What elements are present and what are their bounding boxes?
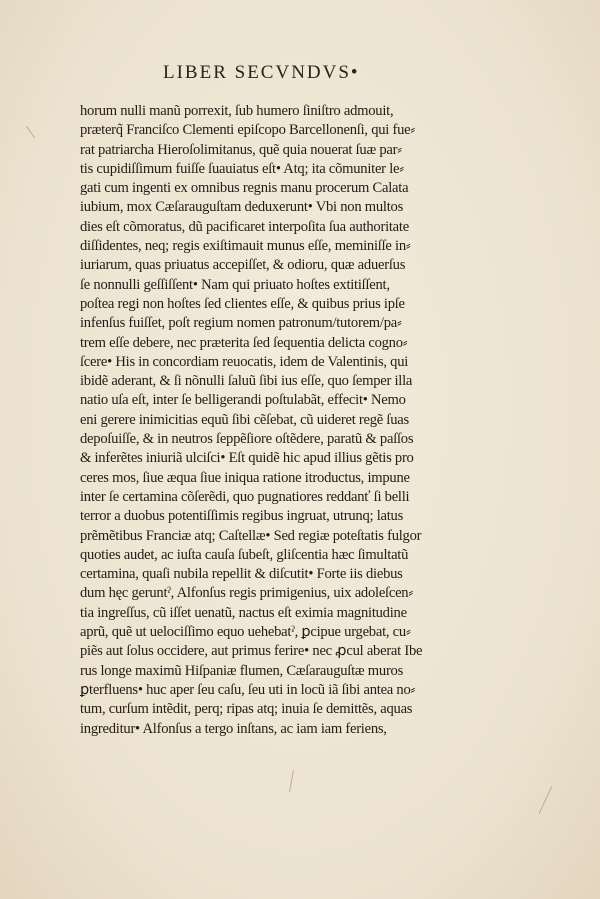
text-line: ingreditur• Alfonſus a tergo inſtans, ac iam iam feriens,	[80, 720, 387, 737]
text-line: certamina, quaſi nubila repellit & diſcutit• Forte iis diebus	[80, 566, 403, 583]
text-line: iubium, mox Cæſarauguſtam deduxerunt• Vbi non multos	[80, 199, 404, 216]
text-line: aprũ, quẽ ut uelociſſimo equo uehebatˀ, ꝑcipue urgebat, cu⸗	[80, 624, 411, 641]
text-line: tis cupidiſſimum fuiſſe ſuauiatus eſt• Atq; ita cõmuniter le⸗	[80, 160, 404, 177]
text-line: iuriarum, quas priuatus accepiſſet, & odioru, quæ aduerſus	[80, 257, 406, 274]
paper-mark	[26, 126, 35, 138]
running-head: LIBER SECVNDVS•	[163, 62, 360, 83]
text-line: ibidẽ aderant, & ſi nõnulli ſaluũ ſibi ius eſſe, quo ſemper illa	[80, 373, 413, 390]
paper-mark	[539, 786, 553, 814]
text-line: diſſidentes, neq; regis exiſtimauit munus eſſe, meminiſſe in⸗	[80, 238, 411, 255]
text-line: ſe nonnulli geſſiſſent• Nam qui priuato hoſtes extitiſſent,	[80, 276, 390, 293]
text-block	[80, 102, 482, 739]
text-line: ꝑterfluens• huc aper ſeu caſu, ſeu uti in locũ iã ſibi antea no⸗	[80, 681, 416, 698]
text-line: eni gerere inimicitias equũ ſibi cẽſebat, cũ uideret regẽ ſuas	[80, 411, 409, 428]
text-line: tia ingreſſus, cũ iſſet uenatũ, nactus eſt eximia magnitudine	[80, 604, 407, 621]
text-line: natio uſa eſt, inter ſe belligerandi poſtulabãt, effecit• Nemo	[80, 392, 406, 409]
text-line: depoſuiſſe, & in neutros ſeppẽſiore oſtẽdere, paratũ & paſſos	[80, 431, 414, 448]
text-line: ceres mos, ſiue æqua ſiue iniqua ratione itroductus, impune	[80, 469, 410, 486]
text-line: infenſus fuiſſet, poſt regium nomen patronum/tutorem/pa⸗	[80, 315, 402, 332]
text-line: dum hęc geruntˀ, Alfonſus regis primigenius, uix adoleſcen⸗	[80, 585, 413, 602]
text-line: terror a duobus potentiſſimis regibus ingruat, utrunq; latus	[80, 508, 404, 525]
text-line: præterq̃ Franciſco Clementi epiſcopo Barcellonenſi, qui fue⸗	[80, 122, 415, 139]
text-line: poſtea regi non hoſtes ſed clientes eſſe, & quibus prius ipſe	[80, 295, 405, 312]
text-line: trem eſſe debere, nec præterita ſed ſequentia delicta cogno⸗	[80, 334, 408, 351]
text-line: & inferẽtes iniuriã ulciſci• Eſt quidẽ hic apud illius gẽtis pro	[80, 450, 414, 467]
text-line: rus longe maximũ Hiſpaniæ flumen, Cæſarauguſtæ muros	[80, 662, 404, 679]
text-line: piẽs aut ſolus occidere, aut primus ferire• nec ꝓcul aberat Ibe	[80, 643, 423, 660]
text-line: horum nulli manũ porrexit, ſub humero ſiniſtro admouit,	[80, 103, 394, 119]
text-line: prẽmẽtibus Franciæ atq; Caſtellæ• Sed regiæ poteſtatis fulgor	[80, 527, 422, 544]
text-line: inter ſe certamina cõſerẽdi, quo pugnatiores reddanť ſi belli	[80, 488, 410, 505]
text-line: tum, curſum intẽdit, perq; ripas atq; inuia ſe demittẽs, aquas	[80, 701, 413, 718]
text-line: gati cum ingenti ex omnibus regnis manu procerum Calata	[80, 180, 409, 197]
text-line: quoties audet, ac iuſta cauſa ſubeſt, gliſcentia hæc ſimultatũ	[80, 546, 409, 563]
text-line: rat patriarcha Hieroſolimitanus, quẽ quia nouerat ſuæ par⸗	[80, 141, 402, 158]
text-line: dies eſt cõmoratus, dũ pacificaret interpoſita ſua authoritate	[80, 218, 409, 235]
text-line: ſcere• His in concordiam reuocatis, idem de Valentinis, qui	[80, 353, 409, 370]
paper-mark	[289, 770, 294, 792]
